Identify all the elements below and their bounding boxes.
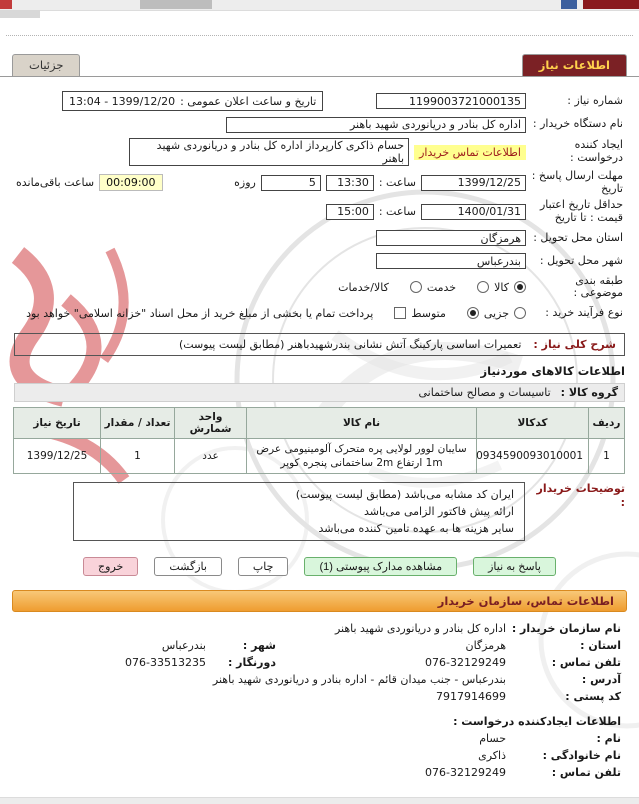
cell-item-name: سایبان لوور لولایی پره متحرک آلومینیومی عرض 1m ارتفاع 2m ساختمانی پنجره کوپر [247,438,477,473]
validity-date-field[interactable] [421,204,526,220]
contact-address-label: آدرس : [581,673,621,687]
contact-city-value: بندرعباس [161,639,206,653]
buyer-note-line: ایران کد مشابه می‌باشد (مطابق لیست پیوست) [295,488,514,502]
buyer-org-field[interactable]: اداره کل بنادر و دریانوردی شهید باهنر [226,117,526,133]
need-number-label: شماره نیاز : [567,93,623,107]
col-item-name: نام کالا [247,407,477,438]
deadline-date-field[interactable] [421,175,526,191]
address-row [18,673,621,686]
goods-table-header-row [14,407,625,438]
buyer-notes-row [14,482,625,541]
creator-first-name-value: حسام [479,732,506,746]
category-label: طبقه بندی موضوعی : [573,273,623,300]
phone-number: 076-32129249 [425,656,506,670]
postal-number: 7917914699 [436,690,506,704]
process-option-minor: جزیی [483,306,509,320]
exit-button[interactable]: خروج [83,557,138,576]
deadline-hour-label: ساعت : [378,176,416,190]
category-radio-goods-services[interactable] [410,281,422,293]
reply-deadline-row [16,170,623,195]
back-button[interactable]: بازگشت [154,557,222,576]
province-city-row [18,639,621,652]
cell-unit: عدد [175,438,247,473]
contact-city-label: شهر : [242,639,276,653]
delivery-province-field[interactable]: هرمزگان [376,230,526,246]
creator-info-title-row [18,715,621,728]
price-validity-row [16,199,623,224]
treasury-note: پرداخت تمام یا بخشی از مبلغ خرید از محل اسناد "خزانه اسلامی" خواهد بود [26,306,374,320]
validity-time-value: 15:00 [337,205,369,219]
need-number-value: 1199003721000135 [409,94,521,108]
col-item-code: کدکالا [477,407,589,438]
chrome-fragment-tab [0,10,40,18]
category-row [16,275,623,300]
postal-code-value [276,690,506,703]
org-name-row [18,622,621,635]
announcement-value: 13:04 - 1399/12/20 [69,94,176,108]
contact-province-label: استان : [580,639,621,653]
creator-phone-number: 076-32129249 [425,766,506,780]
need-number-field[interactable] [376,93,526,109]
action-buttons [0,557,639,576]
org-name-label: نام سازمان خریدار : [511,622,621,636]
contact-fax-value [18,656,206,669]
postal-code-label: کد پستی : [565,690,621,704]
buyer-org-label: نام دستگاه خریدار : [532,117,623,131]
buyer-note-line: ارائه پیش فاکتور الزامی می‌باشد [364,505,514,519]
process-type-row [16,304,623,323]
page-bottom-edge [0,797,639,804]
postal-code-row [18,690,621,703]
goods-group-label: گروه کالا : [560,385,618,399]
creator-phone-row [18,766,621,779]
process-radio-minor[interactable] [514,307,526,319]
validity-time-field[interactable] [326,204,374,220]
announcement-box [62,91,323,111]
print-button[interactable]: چاپ [238,557,289,576]
request-creator-field[interactable]: حسام ذاکری کارپرداز اداره کل بنادر و دریانوردی شهید باهنر [129,138,409,166]
chrome-fragment-blue [561,0,577,9]
contact-address-value: بندرعباس - جنب میدان قائم - اداره بنادر و دریانوردی شهید باهنر [212,673,506,687]
deadline-days-field[interactable]: 5 [261,175,321,191]
page-top-edge [0,0,639,11]
price-validity-label: حداقل تاریخ اعتبار قیمت : تا تاریخ [539,198,623,224]
chrome-fragment-darkred [583,0,639,9]
buyer-notes-box[interactable] [73,482,525,541]
delivery-city-label: شهر محل تحویل : [539,253,623,267]
contact-fax-label: دورنگار : [227,656,276,670]
buyer-note-line: سایر هزینه ها به عهده تامین کننده می‌باشد [318,522,514,536]
col-row-index: ردیف [589,407,625,438]
process-option-medium: متوسط [411,306,446,320]
goods-group-value: تاسیسات و مصالح ساختمانی [418,385,551,399]
need-number-row [16,91,623,111]
contact-phone-label: تلفن تماس : [551,656,621,670]
delivery-city-field[interactable]: بندرعباس [376,253,526,269]
need-date-value: 1399/12/25 [26,449,88,462]
process-type-label: نوع فرآیند خرید : [545,306,623,320]
process-radio-medium[interactable] [467,307,479,319]
chrome-fragment-gray [140,0,212,9]
phone-fax-row [18,656,621,669]
cell-need-date [14,438,101,473]
col-quantity: تعداد / مقدار [101,407,175,438]
treasury-checkbox[interactable] [394,307,406,319]
need-info-form [0,77,639,323]
request-creator-row [16,138,623,166]
category-radio-service[interactable] [477,281,489,293]
chrome-fragment-red [0,0,12,9]
validity-date-value: 1400/01/31 [457,205,521,219]
creator-last-name-value: ذاکری [478,749,506,763]
deadline-date-value: 1399/12/25 [457,176,521,190]
validity-hour-label: ساعت : [378,205,416,219]
creator-phone-label: تلفن تماس : [551,766,621,780]
buyer-notes-label: توضیحات خریدار : [536,482,625,509]
tab-bar [0,54,639,77]
goods-table-row [14,438,625,473]
reply-to-need-button[interactable]: پاسخ به نیاز [473,557,556,576]
creator-first-name-row [18,732,621,745]
request-creator-label: ایجاد کننده درخواست : [570,138,623,164]
goods-section-title: اطلاعات کالاهای موردنیاز [480,363,625,378]
col-need-date: تاریخ نیاز [14,407,101,438]
goods-group-strip [14,383,625,402]
org-name-value: اداره کل بنادر و دریانوردی شهید باهنر [334,622,506,636]
need-description-value: تعمیرات اساسی پارکینگ آتش نشانی بندرشهیدباهنر (مطابق لیست پیوست) [178,337,522,351]
category-option-goods-services: کالا/خدمات [338,280,389,294]
category-option-service: خدمت [426,280,457,294]
remaining-time-value: 00:09:00 [106,176,156,190]
contact-province-value: هرمزگان [465,639,506,653]
tab-need-info[interactable]: اطلاعات نیاز [522,54,627,76]
cell-item-code [477,438,589,473]
view-attachments-button[interactable]: مشاهده مدارک پیوستی (1) [304,557,457,576]
item-code-value: 0934590093010001 [476,449,583,462]
tab-details[interactable]: جزئیات [12,54,80,76]
remaining-time-box [99,174,162,191]
delivery-province-label: استان محل تحویل : [533,230,623,244]
delivery-city-row [16,252,623,271]
days-suffix-label: روزه [234,176,256,190]
category-option-goods: کالا [494,280,509,294]
creator-info-title: اطلاعات ایجادکننده درخواست : [453,715,621,729]
creator-last-name-label: نام خانوادگی : [542,749,621,763]
remaining-time-label: ساعت باقی‌مانده [16,176,95,190]
creator-first-name-label: نام : [596,732,621,746]
need-description-label: شرح کلی نیاز : [533,337,616,351]
contact-section-header: اطلاعات تماس، سازمان خریدار [12,590,627,612]
buyer-contact-link[interactable]: اطلاعات تماس خریدار [414,145,526,160]
reply-deadline-label: مهلت ارسال پاسخ : تاریخ [531,169,623,195]
deadline-time-field[interactable] [326,175,374,191]
dotted-separator [6,35,633,36]
creator-last-name-row [18,749,621,762]
buyer-org-row [16,115,623,134]
category-radio-goods[interactable] [514,281,526,293]
fax-number: 076-33513235 [125,656,206,670]
need-description-box[interactable] [14,333,625,356]
delivery-province-row [16,229,623,248]
cell-row-index: 1 [589,438,625,473]
cell-quantity: 1 [101,438,175,473]
goods-table [13,407,625,474]
announcement-label: تاریخ و ساعت اعلان عمومی : [180,94,317,108]
creator-phone-value [276,766,506,779]
deadline-time-value: 13:30 [337,176,369,190]
contact-phone-value [276,656,506,669]
col-unit: واحد شمارش [175,407,247,438]
